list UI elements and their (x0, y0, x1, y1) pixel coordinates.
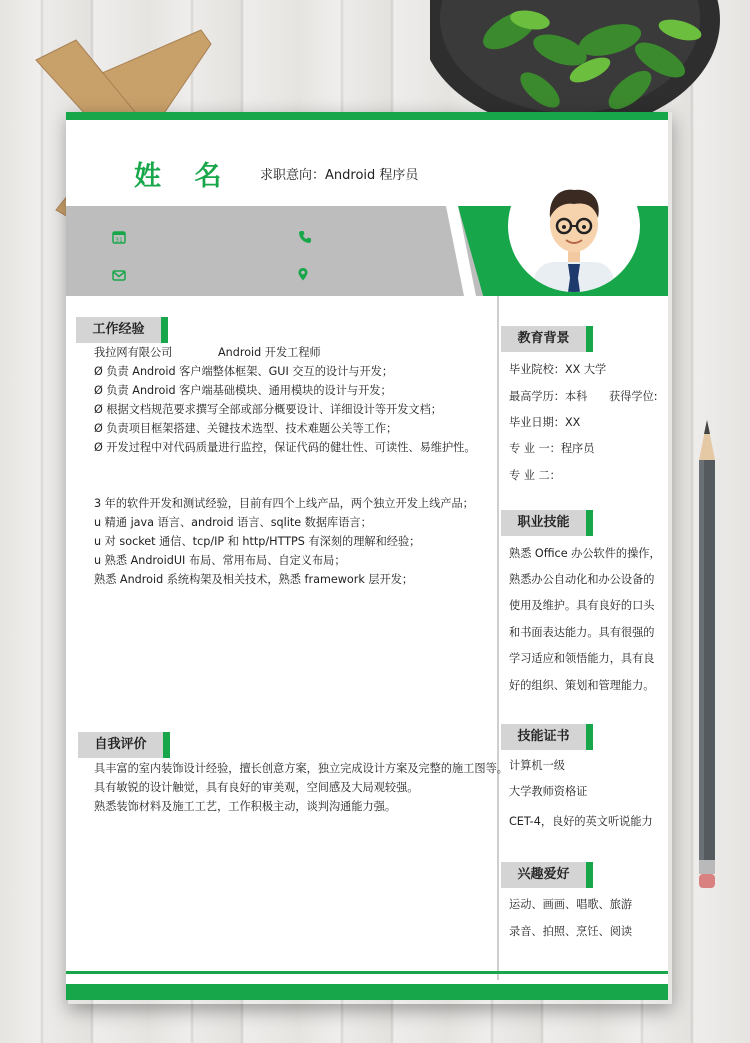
self-eval-line: 具丰富的室内装饰设计经验，擅长创意方案，独立完成设计方案及完整的施工图等。 (94, 762, 508, 775)
work-summary: u 对 socket 通信、tcp/IP 和 http/HTTPS 有深刻的理解和经验； (94, 535, 421, 548)
hobbies-heading-accent (586, 862, 593, 888)
bottom-thin-bar (66, 971, 668, 974)
edu-school: 毕业院校：XX 大学 (509, 363, 607, 376)
skills-line: 使用及维护。具有良好的口头 (509, 599, 655, 612)
certs-heading-accent (586, 724, 593, 750)
work-summary: u 精通 java 语言、android 语言、sqlite 数据库语言； (94, 516, 372, 529)
skills-heading (501, 510, 593, 536)
work-duty: Ø 开发过程中对代码质量进行监控，保证代码的健壮性、可读性、易维护性。 (94, 441, 476, 454)
skills-line: 熟悉 Office 办公软件的操作， (509, 547, 661, 560)
hobby-line: 运动、画画、唱歌、旅游 (509, 898, 633, 911)
pencil-decoration (696, 420, 718, 890)
work-duty: Ø 负责 Android 客户端整体框架、GUI 交互的设计与开发； (94, 365, 394, 378)
work-heading-accent (161, 317, 168, 343)
top-accent-bar (66, 112, 668, 120)
education-heading-accent (586, 326, 593, 352)
hobbies-heading (501, 862, 593, 888)
location-icon (296, 267, 310, 281)
education-heading-label: 教育背景 (517, 331, 570, 346)
work-heading-label: 工作经验 (92, 322, 145, 337)
edu-major2: 专 业 二： (509, 469, 561, 482)
education-heading (501, 326, 593, 352)
edu-major1: 专 业 一：程序员 (509, 442, 595, 455)
work-summary: 熟悉 Android 系统构架及相关技术，熟悉 framework 层开发； (94, 573, 414, 586)
phone-icon (298, 230, 312, 244)
avatar (508, 160, 640, 292)
skills-line: 学习适应和领悟能力，具有良 (509, 652, 655, 665)
skills-line: 和书面表达能力。具有很强的 (509, 626, 655, 639)
resume-page (66, 112, 668, 1000)
work-duty: Ø 负责项目框架搭建、关键技术选型、技术难题公关等工作； (94, 422, 398, 435)
hobbies-heading-label: 兴趣爱好 (517, 867, 570, 882)
contact-band (66, 206, 506, 296)
work-duty: Ø 根据文档规范要求撰写全部或部分概要设计、详细设计等开发文档； (94, 403, 442, 416)
skills-heading-accent (586, 510, 593, 536)
edu-date: 毕业日期：XX (509, 416, 581, 429)
calendar-icon (112, 230, 126, 244)
cert-item: 大学教师资格证 (509, 785, 588, 798)
certs-heading (501, 724, 593, 750)
self-eval-heading-accent (163, 732, 170, 758)
edu-award: 获得学位: (609, 390, 658, 403)
self-eval-heading-label: 自我评价 (94, 737, 147, 752)
avatar-illustration (508, 160, 640, 292)
self-eval-line: 熟悉装饰材料及施工工艺，工作积极主动，谈判沟通能力强。 (94, 800, 397, 813)
work-summary: 3 年的软件开发和测试经验，目前有四个上线产品，两个独立开发上线产品； (94, 497, 474, 510)
skills-heading-label: 职业技能 (517, 515, 570, 530)
work-duty: Ø 负责 Android 客户端基础模块、通用模块的设计与开发； (94, 384, 392, 397)
work-heading (76, 317, 168, 343)
certs-heading-label: 技能证书 (517, 729, 570, 744)
svg-text:31: 31 (115, 237, 123, 244)
self-eval-line: 具有敏锐的设计触觉，具有良好的审美观，空间感及大局观较强。 (94, 781, 419, 794)
plant-decoration (430, 0, 750, 120)
self-eval-heading (78, 732, 170, 758)
work-position: Android 开发工程师 (218, 346, 321, 359)
mail-icon (112, 268, 126, 282)
job-intent: 求职意向：Android 程序员 (260, 168, 419, 183)
cert-item: 计算机一级 (509, 759, 565, 772)
hobby-line: 录音、拍照、烹饪、阅读 (509, 925, 633, 938)
edu-degree: 最高学历：本科 (509, 390, 588, 403)
work-company: 我拉网有限公司 (94, 346, 173, 359)
skills-line: 好的组织、策划和管理能力。 (509, 679, 655, 692)
sidebar-divider (497, 296, 499, 980)
skills-line: 熟悉办公自动化和办公设备的 (509, 573, 655, 586)
candidate-name: 姓 名 (134, 161, 234, 192)
work-summary: u 熟悉 AndroidUI 布局、常用布局、自定义布局； (94, 554, 346, 567)
bottom-accent-bar (66, 984, 668, 1000)
cert-item: CET-4，良好的英文听说能力 (509, 815, 653, 828)
